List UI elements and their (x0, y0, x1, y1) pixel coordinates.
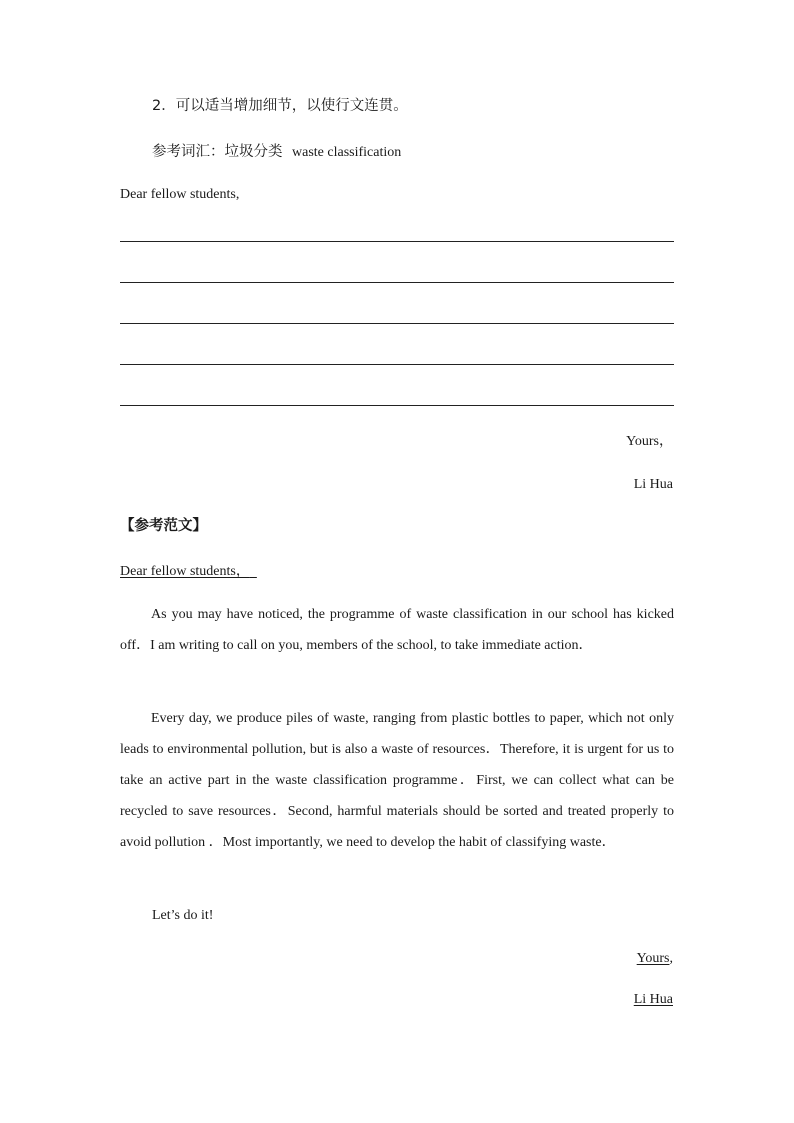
writing-line (120, 241, 674, 242)
letter-greeting: Dear fellow students, (120, 187, 240, 202)
sample-closing (637, 950, 673, 968)
sample-closing-punct: , (669, 951, 673, 966)
paragraph-text: As you may have noticed, the programme of waste classification in our school has kicked off．I am writing to call on you, members of the school, to take immediate action． (120, 607, 674, 653)
vocabulary-label: 参考词汇：垃圾分类 (152, 144, 283, 160)
sample-paragraph-2 (120, 703, 674, 858)
writing-line (120, 364, 674, 365)
writing-line (120, 323, 674, 324)
sample-greeting (120, 563, 257, 581)
writing-line (120, 405, 674, 406)
letter-signature: Li Hua (633, 477, 673, 492)
vocabulary-note (152, 143, 401, 162)
sample-paragraph-3: Let’s do it! (152, 908, 214, 923)
letter-closing: Yours， (626, 434, 673, 449)
sample-greeting-text: Dear fellow students， (120, 564, 250, 579)
sample-closing-text: Yours (636, 951, 670, 966)
paragraph-text: Every day, we produce piles of waste, ranging from plastic bottles to paper, which not only leads to environmental pollution, but is also a waste of resources．Therefore, it is urgent for us to take an active part in the waste classification programme．First, we can collect what can be recycled to save resources．Second, harmful materials should be sorted and treated properly to avoid pollution ．Most importantly, we need to develop the habit of classifying waste． (120, 711, 674, 850)
sample-heading: 【参考范文】 (120, 518, 207, 534)
writing-line (120, 282, 674, 283)
vocabulary-term: waste classification (292, 145, 402, 160)
sample-signature: Li Hua (633, 992, 673, 1007)
sample-paragraph-1 (120, 599, 674, 661)
instruction-item-2: 2．可以适当增加细节，以使行文连贯。 (152, 98, 408, 114)
